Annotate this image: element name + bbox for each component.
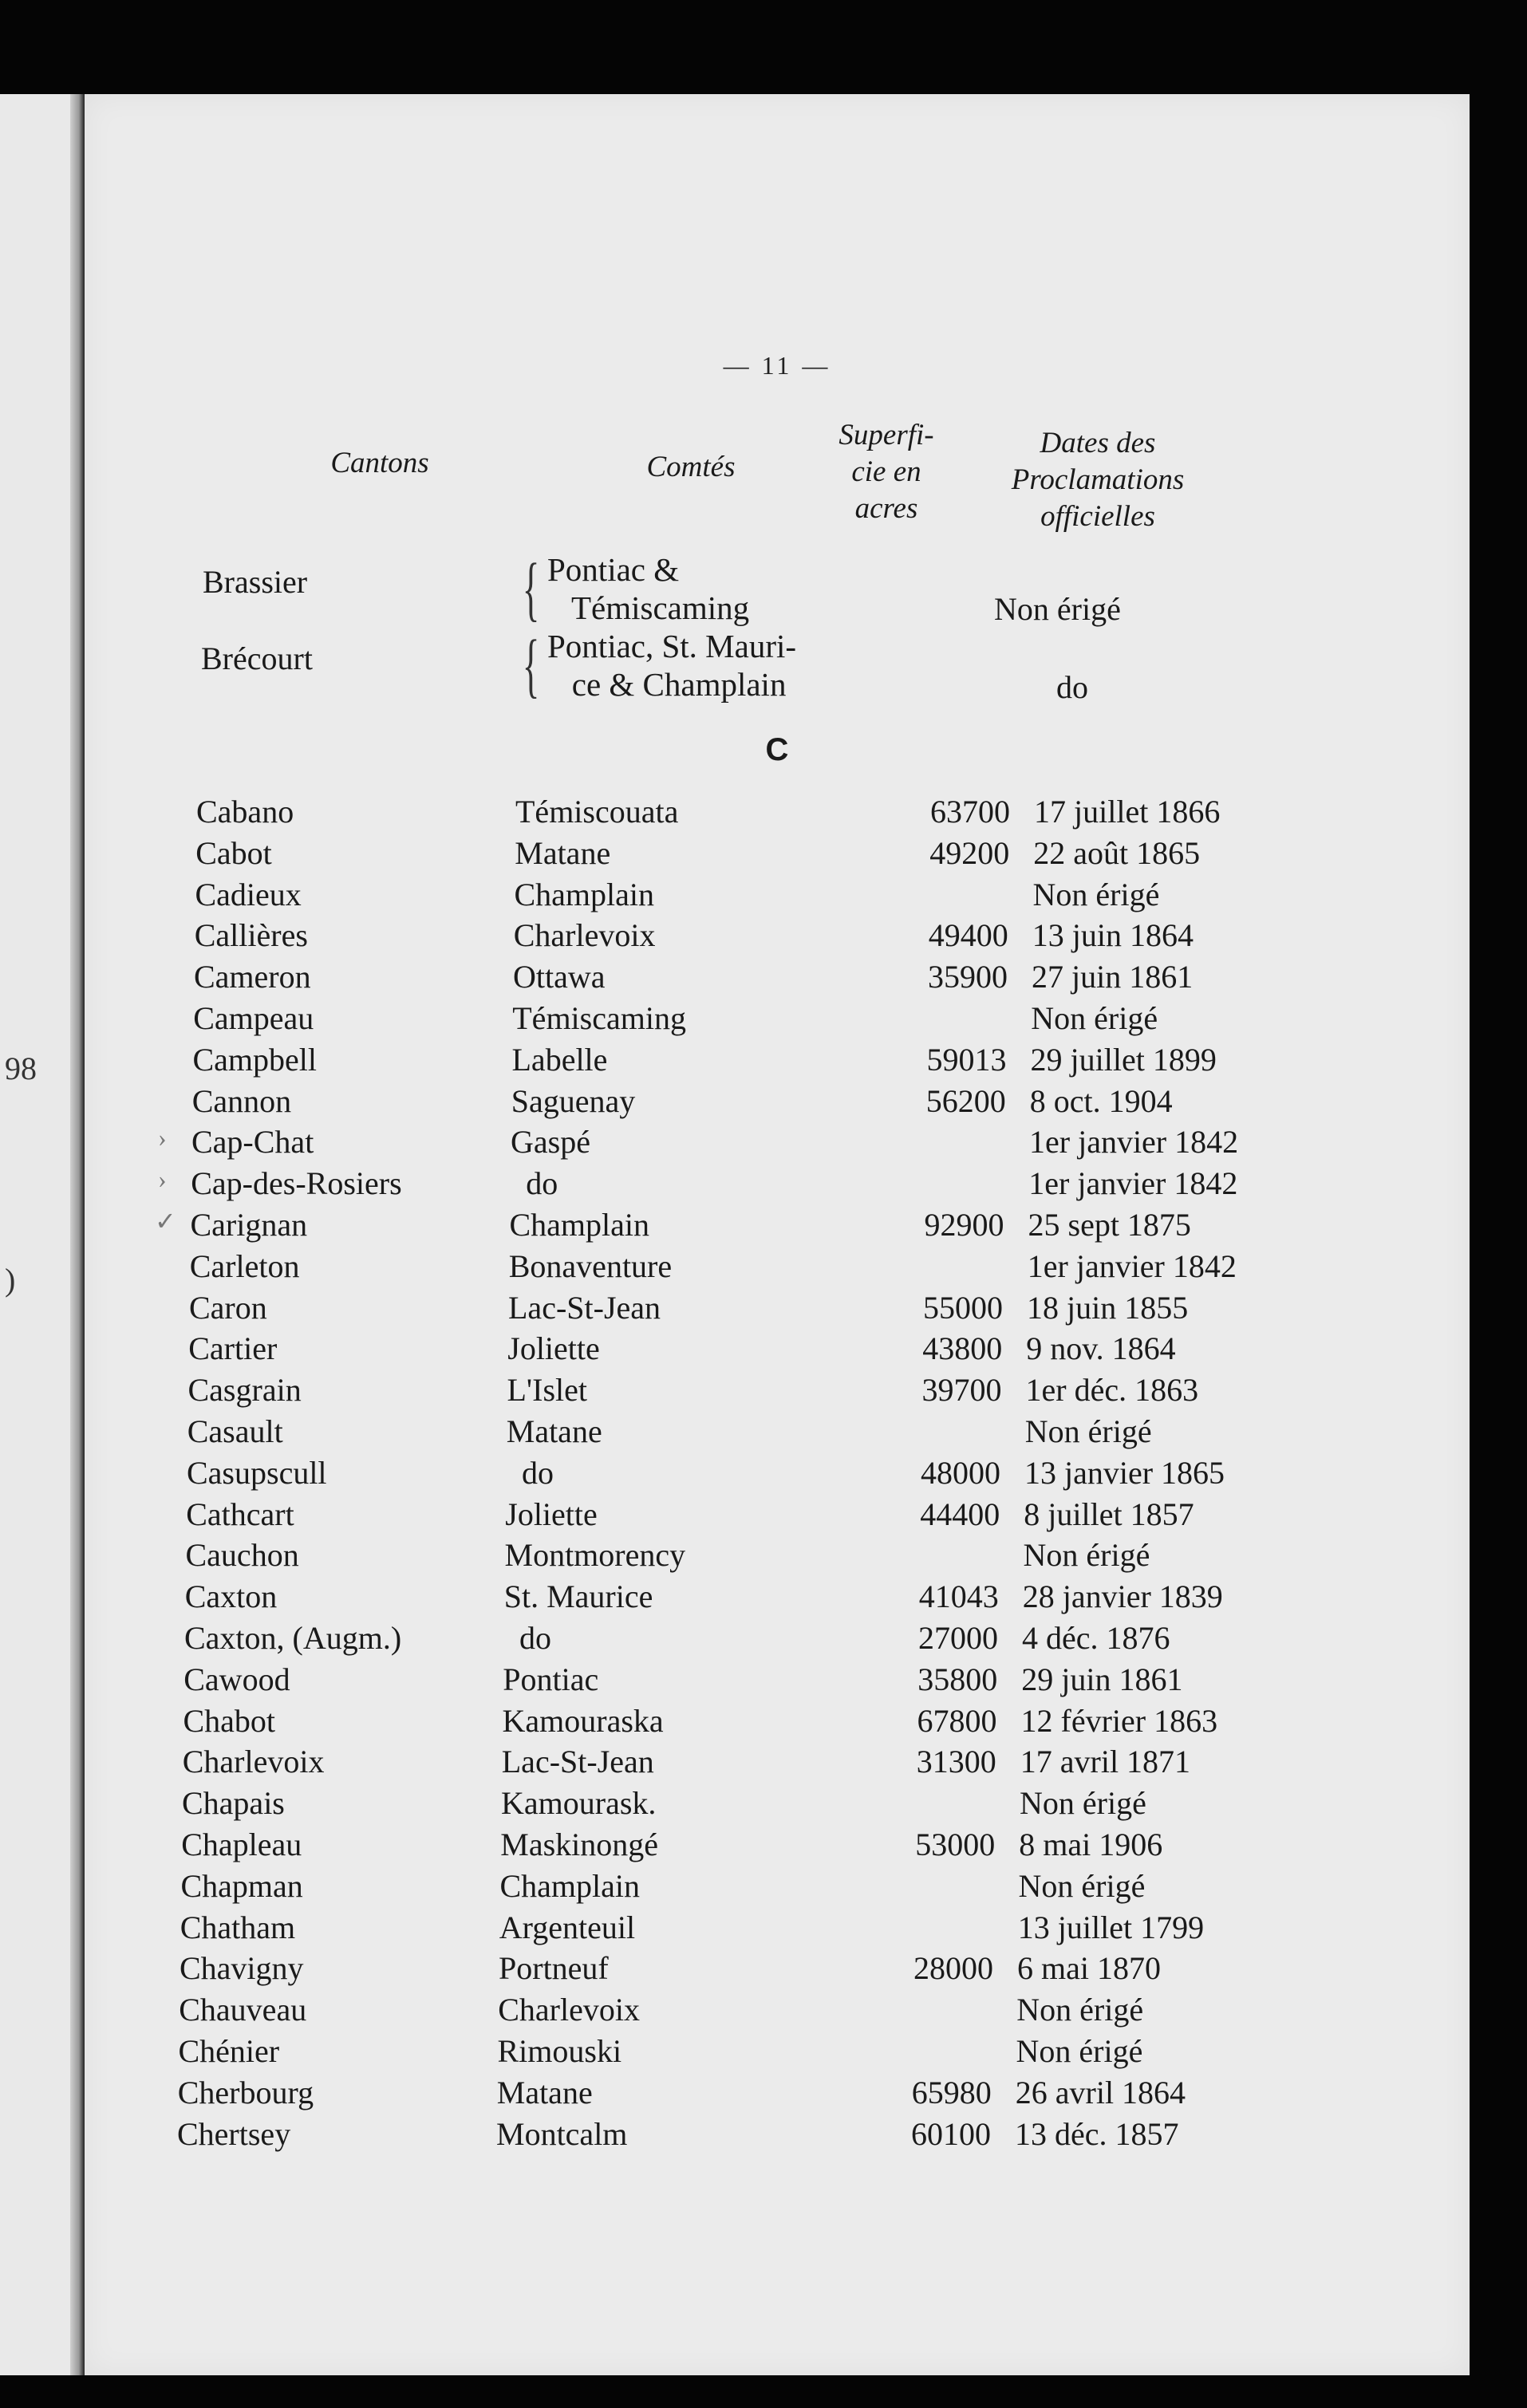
canton-name: Casgrain [187, 1372, 302, 1409]
canton-name: Casupscull [187, 1454, 327, 1491]
comte-name: Gaspé [511, 1124, 590, 1161]
header-superficie: Superfi- cie en acres [838, 419, 934, 525]
canton-name: Cherbourg [177, 2074, 314, 2110]
proclamation-date: 13 juin 1864 [1032, 917, 1194, 954]
proclamation-date: 29 juillet 1899 [1030, 1041, 1217, 1078]
pencil-mark: › [158, 1165, 167, 1193]
comte-name: Argenteuil [499, 1909, 636, 1945]
proclamation-date: 1er janvier 1842 [1027, 1247, 1237, 1284]
proclamation-date: 1er janvier 1842 [1029, 1124, 1239, 1161]
canton-name: Cabano [196, 794, 294, 830]
comte-name: Charlevoix [513, 917, 656, 954]
comte-name: Champlain [509, 1207, 650, 1243]
comte-name: St. Maurice [503, 1578, 653, 1615]
proclamation-date: 17 avril 1871 [1020, 1744, 1191, 1780]
brace-symbol: { [522, 626, 540, 705]
comte-name: Ottawa [513, 959, 606, 995]
superficie-value: 67800 [917, 1702, 997, 1739]
proclamation-date: Non érigé [1024, 1413, 1152, 1449]
superficie-value: 44400 [920, 1496, 1000, 1532]
comte-name: Pontiac & Témiscaming [547, 551, 750, 626]
page-number: — 11 — [723, 351, 831, 380]
canton-name: Callières [194, 917, 308, 954]
comte-name: Témiscaming [512, 1000, 686, 1036]
proclamation-date: 13 juillet 1799 [1017, 1909, 1205, 1945]
proclamation-date: 4 déc. 1876 [1022, 1620, 1170, 1656]
comte-name: Témiscouata [515, 794, 679, 830]
proclamation-date: 26 avril 1864 [1015, 2074, 1186, 2110]
section-letter: C [765, 732, 789, 767]
proclamation-date: 9 nov. 1864 [1026, 1330, 1176, 1367]
superficie-value: 60100 [911, 2115, 991, 2152]
canton-name: Chavigny [180, 1950, 304, 1987]
canton-name: Cap-des-Rosiers [191, 1165, 402, 1202]
superficie-value: 39700 [921, 1372, 1002, 1409]
canton-name: Cannon [191, 1082, 292, 1119]
canton-name: Caron [189, 1289, 267, 1326]
superficie-value: 55000 [923, 1289, 1003, 1326]
proclamation-date: 1er janvier 1842 [1028, 1165, 1238, 1202]
canton-name: Campbell [192, 1041, 318, 1078]
proclamation-date: 13 déc. 1857 [1015, 2115, 1179, 2152]
proclamation-date: 1er déc. 1863 [1025, 1372, 1199, 1409]
comte-name: Rimouski [497, 2033, 622, 2069]
comte-name: Lac-St-Jean [508, 1289, 661, 1326]
canton-name: Casault [187, 1413, 283, 1449]
brace-symbol: { [522, 550, 540, 629]
canton-name: Cauchon [185, 1537, 299, 1574]
proclamation-date: Non érigé [1020, 1785, 1146, 1822]
superficie-value: 43800 [922, 1330, 1003, 1367]
proclamation-date: Non érigé [1016, 1992, 1144, 2028]
superficie-value: 27000 [918, 1620, 998, 1656]
comte-name: Montmorency [504, 1537, 686, 1574]
superficie-value: 92900 [924, 1207, 1004, 1243]
proclamation-date: 22 août 1865 [1033, 834, 1201, 871]
comte-name: Bonaventure [508, 1247, 673, 1284]
proclamation-date: 28 janvier 1839 [1022, 1578, 1223, 1615]
canton-name: Caxton, (Augm.) [184, 1620, 402, 1656]
comte-name: Pontiac [503, 1661, 599, 1697]
proclamation-date: do [1056, 669, 1088, 705]
canton-name: Campeau [193, 1000, 314, 1036]
proclamation-date: 25 sept 1875 [1028, 1207, 1191, 1243]
canton-name: Brassier [203, 564, 308, 600]
pencil-mark: ✓ [155, 1207, 176, 1236]
canton-name: Carignan [190, 1207, 308, 1243]
canton-name: Cawood [183, 1661, 290, 1697]
comte-name: Lac-St-Jean [501, 1744, 654, 1780]
comte-name: Labelle [511, 1041, 608, 1078]
comte-name: Champlain [514, 876, 655, 912]
comte-name: Portneuf [499, 1950, 609, 1987]
canton-name: Brécourt [201, 640, 313, 676]
superficie-value: 65980 [911, 2074, 992, 2110]
superficie-value: 56200 [925, 1082, 1006, 1119]
margin-fragment: ) [5, 1262, 16, 1298]
proclamation-date: Non érigé [1032, 876, 1160, 912]
comte-name: Montcalm [496, 2115, 628, 2152]
superficie-value: 49200 [929, 834, 1010, 871]
comte-name: do [506, 1454, 554, 1491]
canton-name: Cartier [188, 1330, 278, 1367]
proclamation-date: 8 mai 1906 [1019, 1827, 1163, 1862]
superficie-value: 35800 [917, 1661, 998, 1697]
canton-name: Chapleau [181, 1827, 302, 1862]
proclamation-date: Non érigé [1016, 2033, 1143, 2069]
superficie-value: 41043 [918, 1578, 999, 1615]
superficie-value: 59013 [926, 1041, 1007, 1078]
canton-name: Chatham [180, 1909, 296, 1945]
comte-name: do [510, 1165, 558, 1202]
proclamation-date: Non érigé [1023, 1537, 1150, 1574]
comte-name: Matane [496, 2074, 593, 2110]
proclamation-date: 8 oct. 1904 [1029, 1082, 1173, 1119]
proclamation-date: 13 janvier 1865 [1024, 1454, 1225, 1491]
header-cantons: Cantons [330, 447, 429, 479]
proclamation-date: 18 juin 1855 [1027, 1289, 1189, 1326]
proclamation-date: 17 juillet 1866 [1034, 794, 1221, 830]
canton-name: Chénier [178, 2033, 280, 2069]
proclamation-date: Non érigé [994, 591, 1121, 627]
comte-name: Joliette [507, 1330, 600, 1367]
canton-name: Chertsey [177, 2115, 291, 2152]
comte-name: Matane [515, 834, 611, 871]
proclamation-date: Non érigé [1031, 1000, 1158, 1036]
comte-name: do [503, 1620, 551, 1656]
document-page [85, 94, 1470, 2375]
canton-name: Caxton [184, 1578, 278, 1615]
canton-name: Charlevoix [182, 1744, 325, 1780]
canton-name: Cabot [195, 834, 272, 871]
superficie-value: 35900 [928, 959, 1008, 995]
proclamation-date: 12 février 1863 [1020, 1702, 1218, 1739]
proclamation-date: Non érigé [1018, 1867, 1146, 1904]
canton-name: Chapman [180, 1867, 303, 1904]
margin-fragment: 98 [5, 1050, 37, 1086]
comte-name: Saguenay [511, 1082, 636, 1119]
comte-name: Kamouraska [502, 1702, 664, 1739]
canton-name: Chauveau [179, 1992, 307, 2028]
comte-name: Joliette [505, 1496, 598, 1532]
canton-name: Cameron [194, 959, 311, 995]
page-gutter [70, 94, 85, 2375]
superficie-value: 48000 [921, 1454, 1000, 1491]
previous-page-edge [0, 94, 73, 2375]
superficie-value: 31300 [916, 1744, 996, 1780]
comte-name: Charlevoix [498, 1992, 640, 2028]
header-comtes: Comtés [646, 451, 736, 483]
comte-name: Champlain [499, 1867, 641, 1904]
superficie-value: 49400 [928, 917, 1008, 954]
comte-name: Matane [506, 1413, 602, 1449]
comte-name: Maskinongé [500, 1827, 659, 1862]
header-dates: Dates des Proclamations officielles [1011, 427, 1185, 533]
proclamation-date: 27 juin 1861 [1032, 959, 1194, 995]
proclamation-date: 29 juin 1861 [1021, 1661, 1183, 1697]
proclamation-date: 8 juillet 1857 [1024, 1496, 1194, 1532]
canton-name: Cathcart [186, 1496, 294, 1532]
canton-name: Cadieux [195, 876, 302, 912]
canton-name: Cap-Chat [191, 1124, 314, 1161]
superficie-value: 63700 [930, 794, 1010, 830]
superficie-value: 28000 [913, 1950, 993, 1987]
proclamation-date: 6 mai 1870 [1017, 1950, 1161, 1987]
pencil-mark: › [158, 1123, 167, 1152]
comte-name: L'Islet [507, 1372, 588, 1409]
comte-name: Kamourask. [501, 1785, 657, 1822]
canton-name: Chapais [182, 1785, 285, 1822]
canton-name: Carleton [189, 1247, 300, 1284]
canton-name: Chabot [183, 1702, 276, 1739]
comte-name: Pontiac, St. Mauri- ce & Champlain [547, 628, 797, 703]
superficie-value: 53000 [915, 1827, 996, 1862]
